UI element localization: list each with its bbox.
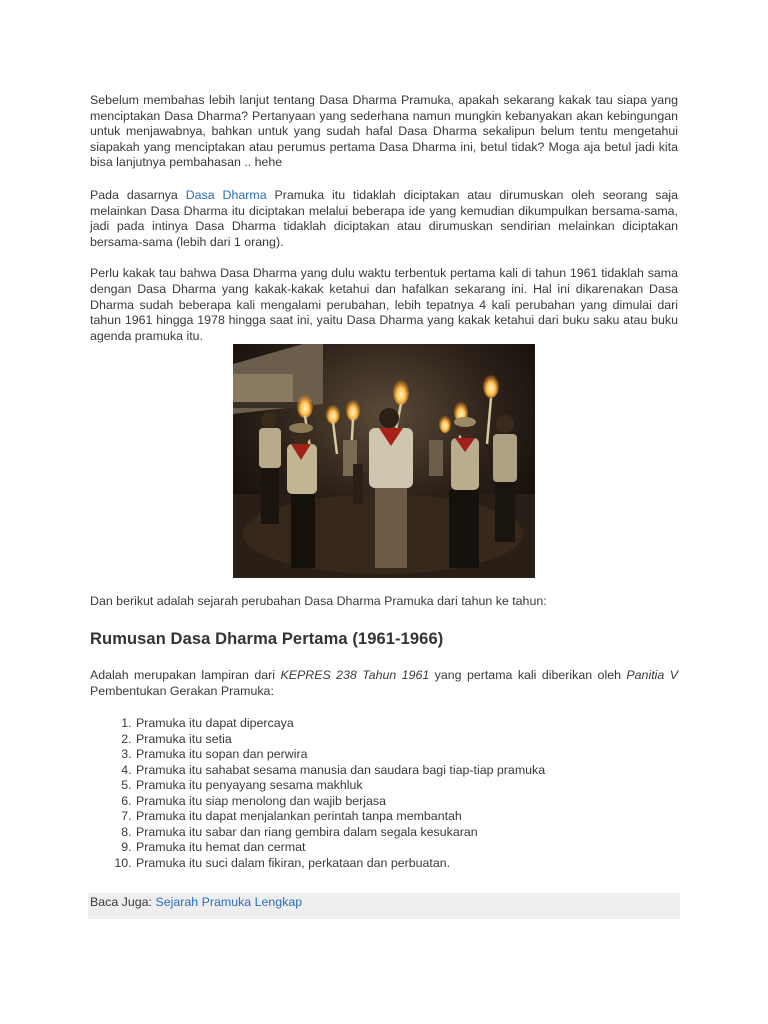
list-item: 5. Pramuka itu penyayang sesama makhluk [135, 778, 678, 794]
section-intro-suffix: Pembentukan Gerakan Pramuka: [90, 683, 274, 698]
section-intro [90, 668, 678, 699]
read-also-label: Baca Juga: [90, 895, 156, 910]
list-item: 10. Pramuka itu suci dalam fikiran, perkataan dan perbuatan. [135, 856, 678, 872]
list-item: 9. Pramuka itu hemat dan cermat [135, 840, 678, 856]
section-intro-prefix: Adalah merupakan lampiran dari [90, 667, 281, 682]
scouts-torch-photo [233, 344, 535, 578]
paragraph-origin-suffix: Pramuka itu tidaklah diciptakan atau dirumuskan oleh seorang saja melainkan Dasa Dharma itu diciptakan melalui beberapa ide yang kemudian dikumpulkan bersama-sama, jadi pada intinya Dasa Dharma tidaklah diciptakan atau dirumuskan sendirian melainkan diciptakan bersama-sama (lebih dari 1 orang). [90, 187, 679, 249]
list-item: 3. Pramuka itu sopan dan perwira [135, 747, 678, 763]
intro-paragraph: Sebelum membahas lebih lanjut tentang Dasa Dharma Pramuka, apakah sekarang kakak tau siapa yang menciptakan Dasa Dharma? Pertanyaan yang sederhana namun mungkin kebanyakan akan kebingungan untuk menjawabnya, bahkan untuk yang sudah hafal Dasa Dharma sekalipun belum tentu mengetahui siapakah yang menciptakan atau perumus pertama Dasa Dharma ini, betul tidak? Moga aja betul jadi kita bisa lanjutnya pembahasan .. hehe [90, 93, 678, 170]
dasa-dharma-link[interactable]: Dasa Dharma [185, 187, 267, 202]
list-item: 2. Pramuka itu setia [135, 732, 678, 748]
list-item: 7. Pramuka itu dapat menjalankan perintah tanpa membantah [135, 809, 678, 825]
section-heading: Rumusan Dasa Dharma Pertama (1961-1966) [90, 629, 444, 648]
kepres-reference: KEPRES 238 Tahun 1961 [280, 667, 430, 682]
list-item: 1. Pramuka itu dapat dipercaya [135, 716, 678, 732]
panitia-reference: Panitia V [626, 667, 678, 682]
read-also-link[interactable]: Sejarah Pramuka Lengkap [155, 895, 303, 910]
paragraph-origin-prefix: Pada dasarnya [90, 187, 186, 202]
list-item: 6. Pramuka itu siap menolong dan wajib berjasa [135, 794, 678, 810]
dasa-dharma-list [90, 716, 678, 871]
read-also-box [88, 893, 680, 919]
list-item: 4. Pramuka itu sahabat sesama manusia dan saudara bagi tiap-tiap pramuka [135, 763, 678, 779]
article [90, 93, 678, 919]
paragraph-history: Perlu kakak tau bahwa Dasa Dharma yang dulu waktu terbentuk pertama kali di tahun 1961 tidaklah sama dengan Dasa Dharma yang kakak-kakak ketahui dan hafalkan sekarang ini. Hal ini dikarenakan Dasa Dharma sudah beberapa kali mengalami perubahan, lebih tepatnya 4 kali perubahan yang dimulai dari tahun 1961 hingga 1978 hingga saat ini, yaitu Dasa Dharma yang kakak ketahui dari buku saku atau buku agenda pramuka itu. [90, 266, 678, 343]
scouts-torch-illustration [233, 344, 535, 578]
history-intro: Dan berikut adalah sejarah perubahan Dasa Dharma Pramuka dari tahun ke tahun: [90, 594, 547, 609]
paragraph-origin [90, 188, 678, 250]
section-intro-middle: yang pertama kali diberikan oleh [429, 667, 627, 682]
list-item: 8. Pramuka itu sabar dan riang gembira dalam segala kesukaran [135, 825, 678, 841]
